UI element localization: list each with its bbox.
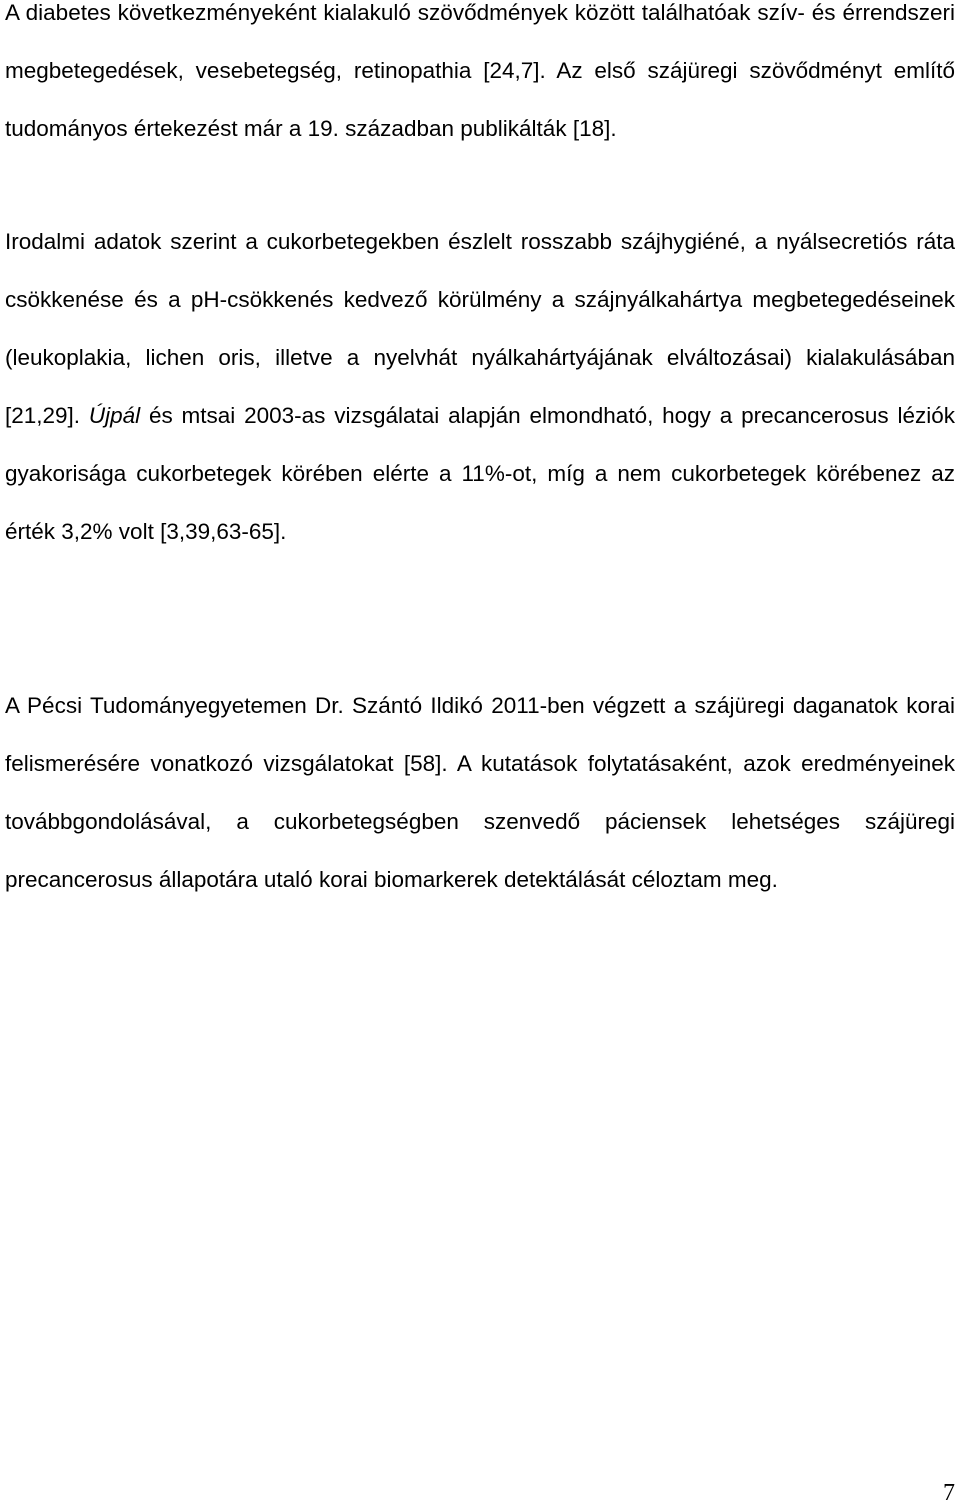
paragraph-research-aim: A Pécsi Tudományegyetemen Dr. Szántó Ildikó 2011-ben végzett a szájüregi daganatok korai felismerésére vonatkozó vizsgálatokat [58]. A kutatások folytatásaként, azok eredményeinek továbbgondolásával, a cukorbetegségben szenvedő páciensek lehetséges szájüregi precancerosus állapotára utaló korai biomarkerek detektálását céloztam meg. bbox=[5, 693, 955, 892]
paragraph-literature-data bbox=[5, 213, 955, 561]
paragraph-literature-data-text-after: és mtsai 2003-as vizsgálatai alapján elmondható, hogy a precancerosus léziók gyakorisága cukorbetegek körében elérte a 11%-ot, míg a nem cukorbetegek körébenez az érték 3,2% volt [3,39,63-65]. bbox=[5, 403, 955, 544]
paragraph-diabetes-complications: A diabetes következményeként kialakuló szövődmények között találhatóak szív- és érrendszeri megbetegedések, vesebetegség, retinopathia [24,7]. Az első szájüregi szövődményt említő tudományos értekezést már a 19. században publikálták [18]. bbox=[5, 0, 955, 141]
author-name-italic: Újpál bbox=[88, 403, 141, 428]
paragraph-literature-data-text-before: Irodalmi adatok szerint a cukorbetegekben észlelt rosszabb szájhygiéné, a nyálsecretiós ráta csökkenése és a pH-csökkenés kedvező körülmény a szájnyálkahártya megbetegedéseinek (leukoplakia, lichen oris, illetve a nyelvhát nyálkahártyájának elváltozásai) kialakulásában [21,29]. bbox=[5, 229, 955, 428]
page-number: 7 bbox=[943, 1480, 955, 1506]
